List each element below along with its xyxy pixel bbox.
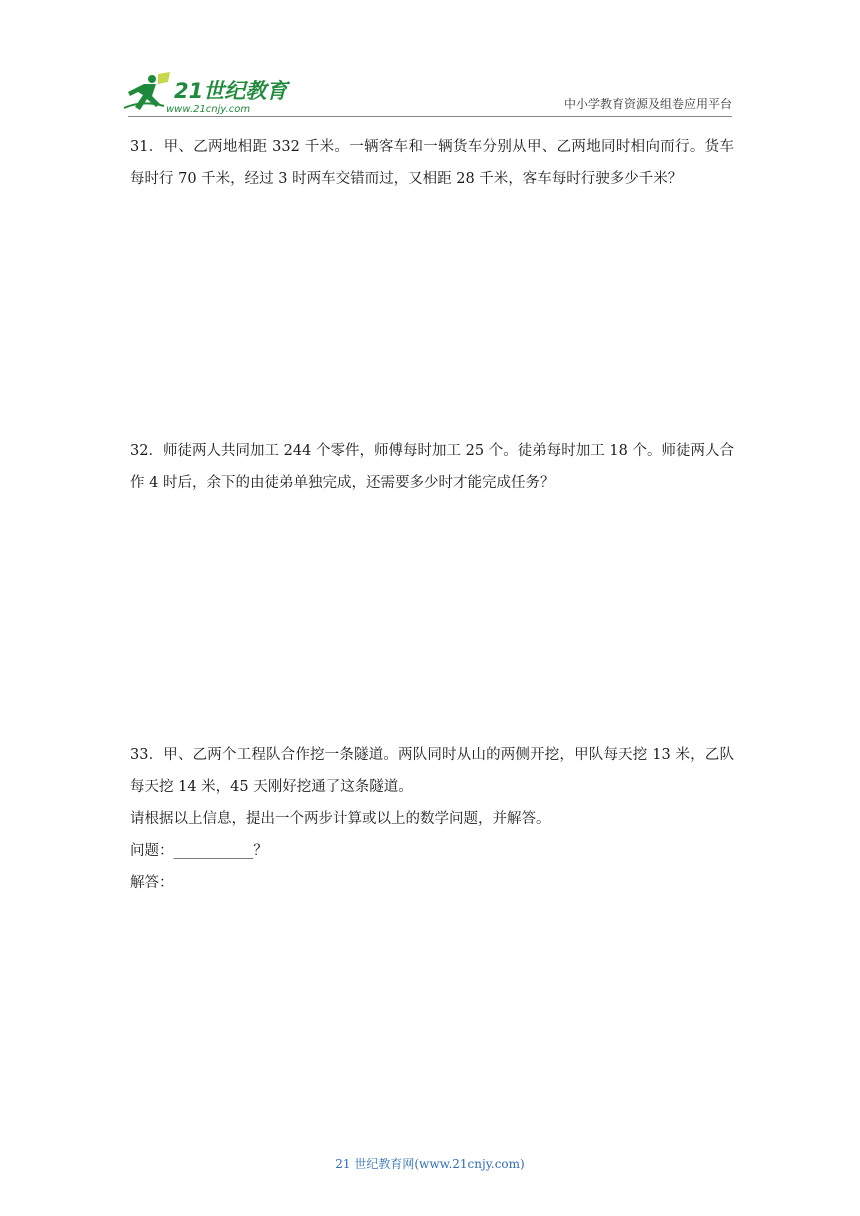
question-33-answer-label: 解答： xyxy=(130,875,174,891)
page-footer: 21 世纪教育网(www.21cnjy.com) xyxy=(335,1157,525,1171)
question-31-text: 31．甲、乙两地相距 332 千米。一辆客车和一辆货车分别从甲、乙两地同时相向而行。货车每时行 70 千米，经过 3 时两车交错而过，又相距 28 千米，客车每时行驶多少千米？ xyxy=(130,139,734,187)
question-33-instruction: 请根据以上信息，提出一个两步计算或以上的数学问题，并解答。 xyxy=(130,811,551,827)
question-33-text: 33．甲、乙两个工程队合作挖一条隧道。两队同时从山的两侧开挖，甲队每天挖 13 米，乙队每天挖 14 米，45 天刚好挖通了这条隧道。 xyxy=(130,747,734,795)
question-32 xyxy=(130,435,734,499)
platform-name: 中小学教育资源及组卷应用平台 xyxy=(563,97,732,111)
logo-url: www.21cnjy.com xyxy=(166,104,251,115)
logo-text: 21世纪教育 xyxy=(174,79,288,103)
site-logo xyxy=(122,70,292,116)
question-33 xyxy=(130,739,734,899)
question-33-question-line: 问题：___________？ xyxy=(130,843,268,859)
question-31 xyxy=(130,131,734,195)
header-divider xyxy=(128,116,732,117)
question-32-text: 32．师徒两人共同加工 244 个零件，师傅每时加工 25 个。徒弟每时加工 18 个。师徒两人合作 4 时后，余下的由徒弟单独完成，还需要多少时才能完成任务？ xyxy=(130,443,734,491)
